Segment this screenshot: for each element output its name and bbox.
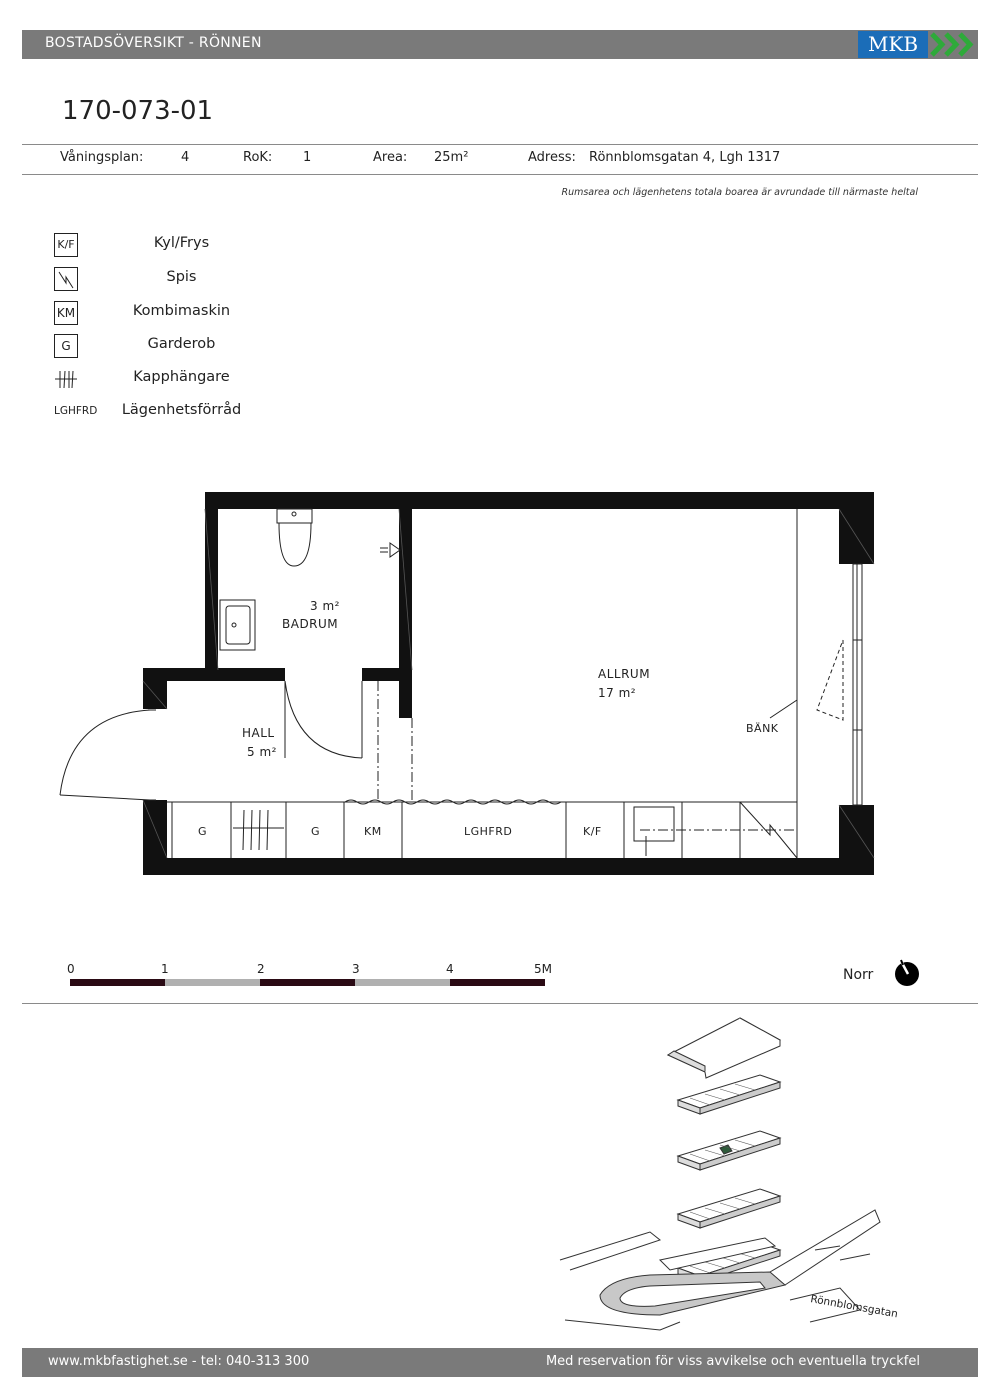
legend-label: Kombimaskin: [132, 303, 231, 319]
scale-label: 5M: [534, 962, 552, 976]
floor-value: 4: [181, 150, 190, 165]
combi-machine-icon: KM: [54, 301, 78, 325]
scale-bar: [70, 979, 546, 986]
scale-label: 3: [352, 962, 360, 976]
storage-label: LGHFRD: [464, 825, 513, 838]
area-value: 25m²: [434, 150, 469, 165]
scale-label: 4: [446, 962, 454, 976]
rounding-note: Rumsarea och lägenhetens totala boarea är avrundade till närmaste heltal: [561, 187, 918, 198]
logo-text: MKB: [858, 31, 928, 58]
legend-label: Kyl/Frys: [153, 235, 210, 251]
rok-value: 1: [303, 150, 312, 165]
floor-label: Våningsplan:: [60, 150, 144, 165]
scale-label: 2: [257, 962, 265, 976]
footer-contact: www.mkbfastighet.se - tel: 040-313 300: [48, 1354, 310, 1369]
bench-label: BÄNK: [746, 722, 779, 735]
wardrobe-icon: G: [54, 334, 78, 358]
header-title: BOSTADSÖVERSIKT - RÖNNEN: [45, 35, 262, 51]
north-label: Norr: [843, 967, 874, 983]
legend-label: Lägenhetsförråd: [121, 402, 242, 418]
wardrobe-label: G: [198, 825, 208, 838]
scale-label: 0: [67, 962, 75, 976]
living-room-name: ALLRUM: [598, 667, 651, 681]
footer-disclaimer: Med reservation för viss avvikelse och eventuella tryckfel: [545, 1354, 920, 1369]
area-label: Area:: [373, 150, 408, 165]
address-label: Adress:: [528, 150, 576, 165]
bathroom-name: BADRUM: [282, 617, 339, 631]
footer-bar: [22, 1348, 978, 1377]
living-room-area: 17 m²: [598, 686, 637, 700]
hall-name: HALL: [242, 726, 275, 740]
fridge-freezer-icon: K/F: [54, 233, 78, 257]
street-label: Rönnblomsgatan: [809, 1293, 899, 1321]
scale-label: 1: [161, 962, 169, 976]
fridge-label: K/F: [583, 825, 602, 838]
hall-area: 5 m²: [247, 745, 277, 759]
combi-machine-label: KM: [364, 825, 382, 838]
legend-label: Kapphängare: [133, 369, 230, 385]
storage-icon: LGHFRD: [54, 405, 98, 417]
wardrobe-label: G: [311, 825, 321, 838]
bathroom-area: 3 m²: [310, 599, 340, 613]
legend-label: Garderob: [147, 336, 216, 352]
apartment-id: 170-073-01: [62, 96, 214, 126]
divider-bottom: [22, 1003, 978, 1004]
rok-label: RoK:: [243, 150, 273, 165]
north-arrow-icon: [892, 958, 922, 988]
address-value: Rönnblomsgatan 4, Lgh 1317: [589, 150, 781, 165]
legend-label: Spis: [166, 269, 197, 285]
building-sketch: [540, 1010, 940, 1345]
